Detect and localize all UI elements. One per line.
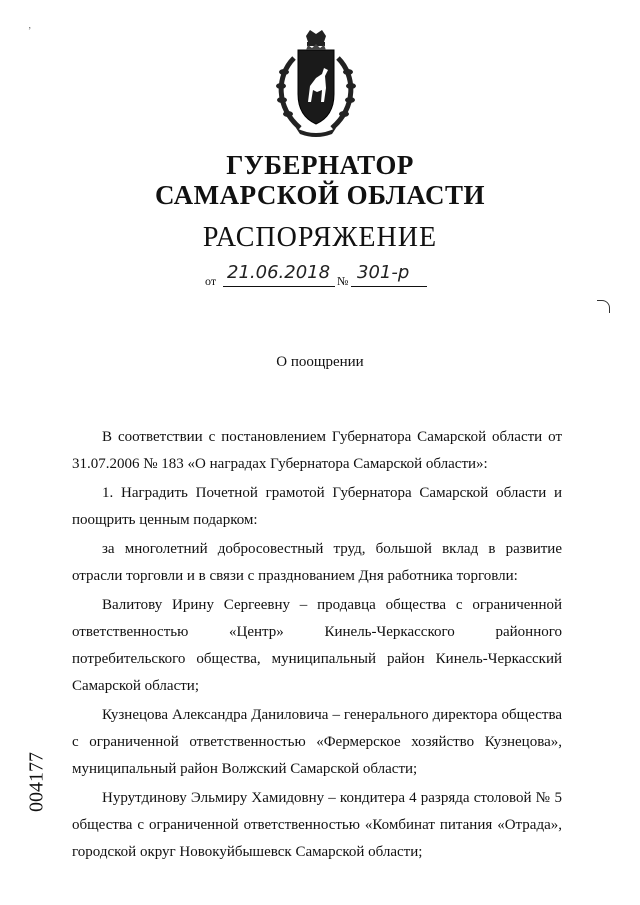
title-governor: ГУБЕРНАТОР bbox=[226, 150, 414, 180]
scan-mark: ʼ bbox=[28, 26, 32, 37]
paragraph-awardee-2: Кузнецова Александра Даниловича – генерального директора общества с ограниченной ответственностью «Фермерское хозяйство Кузнецова», муниципальный район Волжский Самарской области; bbox=[72, 707, 562, 777]
document-type: РАСПОРЯЖЕНИЕ bbox=[202, 222, 438, 253]
paragraph-awardee-1: Валитову Ирину Сергеевну – продавца общества с ограниченной ответственностью «Центр» Кинель-Черкасского районного потребительского общества, муниципальный район Кинель-Черкасский Самарской области; bbox=[72, 597, 562, 694]
title-region: САМАРСКОЙ ОБЛАСТИ bbox=[154, 180, 486, 210]
date-number-line bbox=[205, 262, 445, 290]
number-value: 301-р bbox=[357, 262, 410, 283]
date-from-label: от bbox=[205, 274, 217, 288]
serial-number: 004177 bbox=[25, 752, 48, 812]
paragraph-item-1: 1. Наградить Почетной грамотой Губернатора Самарской области и поощрить ценным подарком: bbox=[72, 485, 562, 528]
document-body bbox=[72, 424, 562, 868]
number-underline bbox=[351, 286, 427, 287]
date-value: 21.06.2018 bbox=[227, 262, 331, 283]
coat-of-arms-icon bbox=[270, 28, 362, 138]
paragraph-reason: за многолетний добросовестный труд, большой вклад в развитие отрасли торговли и в связи с празднованием Дня работника торговли: bbox=[72, 541, 562, 584]
document-subject: О поощрении bbox=[276, 354, 364, 370]
number-label: № bbox=[337, 274, 349, 288]
paragraph-basis: В соответствии с постановлением Губернатора Самарской области от 31.07.2006 № 183 «О наградах Губернатора Самарской области»: bbox=[72, 429, 562, 472]
serial-stamp bbox=[16, 742, 58, 822]
date-underline bbox=[223, 286, 335, 287]
paragraph-awardee-3: Нурутдинову Эльмиру Хамидовну – кондитера 4 разряда столовой № 5 общества с ограниченной ответственностью «Комбинат питания «Отрада», городской округ Новокуйбышевск Самарской области; bbox=[72, 790, 562, 860]
corner-mark bbox=[597, 300, 610, 313]
